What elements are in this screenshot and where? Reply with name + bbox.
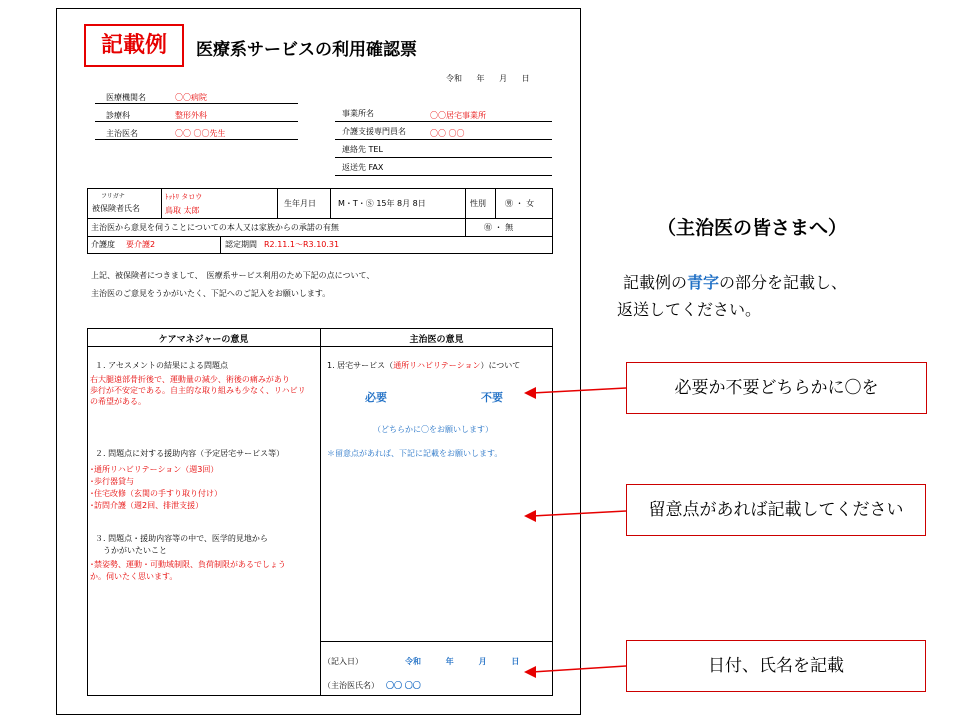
arrow-date bbox=[532, 666, 626, 672]
sex-label: 性別 bbox=[470, 199, 486, 208]
arrow-remarks bbox=[532, 511, 626, 516]
date-line: 令和 年 月 日 bbox=[446, 74, 530, 83]
cm-section-2-items: ･通所リハビリテーション（週3回） ･歩行器貸与 ･住宅改修（玄関の手すり取り付け） ･訪問介護（週2回、排泄支援） bbox=[90, 465, 222, 510]
entry-date-fields[interactable]: 令和 年 月 日 bbox=[405, 657, 520, 666]
dr-section-1: 1. 居宅サービス（通所リハビリテーション）について bbox=[327, 361, 521, 370]
intro-line-1: 上記、被保険者につきまして、 医療系サービス利用のため下記の点について、 bbox=[91, 271, 375, 280]
arrow-need bbox=[532, 388, 626, 393]
birth-value: M・T・Ⓢ 15年 8月 8日 bbox=[338, 199, 426, 208]
department-value: 整形外科 bbox=[175, 111, 207, 120]
birth-label: 生年月日 bbox=[284, 199, 316, 208]
manager-value: 〇〇 〇〇 bbox=[430, 129, 465, 138]
consent-answer: ㊒ ・ 無 bbox=[484, 223, 514, 232]
manager-label: 介護支援専門員名 bbox=[342, 127, 406, 136]
facility-value: 〇〇病院 bbox=[175, 93, 207, 102]
care-level-value: 要介護2 bbox=[126, 240, 156, 249]
dr-name-label: （主治医氏名） bbox=[323, 681, 379, 690]
doctor-value: 〇〇 〇〇先生 bbox=[175, 129, 226, 138]
doctor-header: 主治医の意見 bbox=[409, 335, 464, 345]
circle-note: （どちらかに〇をお願いします） bbox=[373, 425, 493, 434]
cm-section-1: １. アセスメントの結果による問題点 bbox=[95, 361, 229, 370]
callout-need: 必要か不要どちらかに〇を bbox=[626, 362, 927, 414]
cm-section-3: ３. 問題点・援助内容等の中で、医学的見地から うかがいたいこと bbox=[95, 534, 268, 555]
patient-name: 鳥取 太郎 bbox=[165, 206, 200, 215]
need-option[interactable]: 必要 bbox=[365, 391, 387, 404]
instruction-line-2: 返送してください。 bbox=[617, 300, 762, 319]
arrowhead-remarks bbox=[524, 510, 536, 522]
office-label: 事業所名 bbox=[342, 109, 374, 118]
facility-label: 医療機関名 bbox=[106, 93, 146, 102]
fax-label: 返送先 FAX bbox=[342, 163, 384, 172]
period-label: 認定期間 bbox=[225, 240, 257, 249]
dr-name-value[interactable]: 〇〇 〇〇 bbox=[386, 681, 421, 690]
tel-label: 連絡先 TEL bbox=[342, 145, 383, 154]
cm-section-1-text: 右大腿遠部骨折後で、運動量の減少、術後の痛みがあり 歩行が不安定である。自主的な取り組みも少なく、リハビリ の希望がある。 bbox=[90, 375, 306, 406]
instruction-line-1: 記載例の青字の部分を記載し、 bbox=[623, 273, 848, 292]
care-level-label: 介護度 bbox=[91, 240, 115, 249]
arrowhead-need bbox=[524, 387, 536, 399]
insured-name-label: 被保険者氏名 bbox=[92, 204, 140, 213]
sample-stamp: 記載例 bbox=[84, 24, 184, 67]
cm-section-2: ２. 問題点に対する援助内容（予定居宅サービス等） bbox=[95, 449, 285, 458]
cm-section-3-text: ･禁姿勢、運動・可動域制限、負荷制限があるでしょう か。伺いたく思います。 bbox=[90, 560, 286, 581]
sex-value: ㊚ ・ 女 bbox=[505, 199, 535, 208]
no-need-option[interactable]: 不要 bbox=[481, 391, 503, 404]
remarks-note: ＊留意点があれば、下記に記載をお願いします。 bbox=[327, 449, 503, 458]
consent-question: 主治医から意見を伺うことについての本人又は家族からの承諾の有無 bbox=[91, 223, 339, 232]
office-value: 〇〇居宅事業所 bbox=[430, 111, 486, 120]
doctor-label: 主治医名 bbox=[106, 129, 138, 138]
arrowhead-date bbox=[524, 666, 536, 678]
intro-line-2: 主治医のご意見をうかがいたく、下記へのご記入をお願いします。 bbox=[91, 289, 331, 298]
callout-date-name: 日付、氏名を記載 bbox=[626, 640, 926, 692]
instruction-heading: （主治医の皆さまへ） bbox=[657, 217, 848, 239]
entry-date-label: （記入日） bbox=[323, 657, 363, 666]
cm-header: ケアマネジャーの意見 bbox=[158, 335, 249, 345]
patient-kana: ﾄｯﾄﾘ タロウ bbox=[165, 193, 203, 201]
department-label: 診療科 bbox=[106, 111, 130, 120]
furigana-label: フリガナ bbox=[101, 193, 125, 200]
form-title: 医療系サービスの利用確認票 bbox=[196, 40, 417, 60]
period-value: R2.11.1～R3.10.31 bbox=[264, 240, 340, 249]
callout-remarks: 留意点があれば記載してください bbox=[626, 484, 926, 536]
